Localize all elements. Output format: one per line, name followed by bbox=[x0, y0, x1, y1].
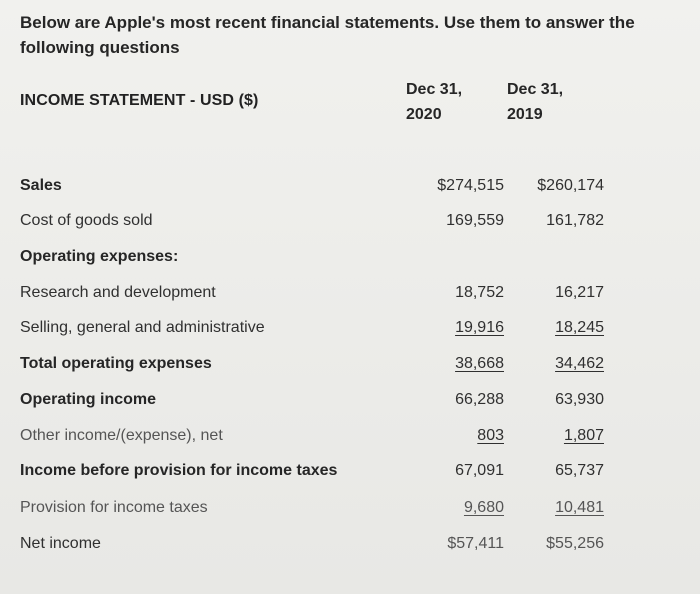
row-label: Income before provision for income taxes bbox=[20, 462, 338, 479]
row-operating-expenses-heading bbox=[0, 248, 700, 276]
row-cost-of-goods-sold bbox=[0, 212, 700, 240]
value-2020: $274,515 bbox=[437, 177, 504, 194]
value-2019: 63,930 bbox=[555, 391, 604, 408]
row-other-income bbox=[0, 427, 700, 455]
value-2019: 161,782 bbox=[546, 212, 604, 229]
instruction-text: Below are Apple's most recent financial statements. Use them to answer the following questions bbox=[20, 13, 635, 57]
value-2020: 38,668 bbox=[455, 355, 504, 372]
row-label: Selling, general and administrative bbox=[20, 319, 265, 336]
value-2019: 10,481 bbox=[555, 499, 604, 516]
row-operating-income bbox=[0, 391, 700, 419]
value-2019: 65,737 bbox=[555, 462, 604, 479]
row-selling-general-administrative bbox=[0, 319, 700, 347]
value-2020: 18,752 bbox=[455, 284, 504, 301]
row-research-and-development bbox=[0, 284, 700, 312]
value-2020: 169,559 bbox=[446, 212, 504, 229]
row-total-operating-expenses bbox=[0, 355, 700, 383]
column-header-2019-year: 2019 bbox=[507, 106, 543, 123]
row-label: Other income/(expense), net bbox=[20, 427, 223, 444]
statement-title: INCOME STATEMENT - USD ($) bbox=[20, 92, 259, 109]
row-label: Research and development bbox=[20, 284, 216, 301]
row-label: Cost of goods sold bbox=[20, 212, 153, 229]
value-2020: 9,680 bbox=[463, 499, 504, 516]
row-label: Operating expenses: bbox=[20, 248, 179, 265]
column-header-2020-year: 2020 bbox=[406, 106, 442, 123]
value-2019: 16,217 bbox=[555, 284, 604, 301]
value-2019: $55,256 bbox=[546, 535, 604, 552]
row-label: Total operating expenses bbox=[20, 355, 212, 372]
value-2019: 18,245 bbox=[555, 319, 604, 336]
value-2020: 803 bbox=[477, 427, 504, 444]
value-2020: $57,411 bbox=[447, 535, 504, 552]
row-label: Sales bbox=[20, 177, 62, 194]
row-provision-for-taxes bbox=[0, 499, 700, 527]
value-2020: 67,091 bbox=[455, 462, 504, 479]
row-income-before-taxes bbox=[0, 462, 700, 490]
column-header-2020 bbox=[406, 77, 462, 127]
row-label: Net income bbox=[20, 535, 101, 552]
value-2019: 1,807 bbox=[563, 427, 604, 444]
value-2019: 34,462 bbox=[555, 355, 604, 372]
value-2019: $260,174 bbox=[537, 177, 604, 194]
column-header-2020-date: Dec 31, bbox=[406, 81, 463, 98]
column-header-2019 bbox=[507, 77, 563, 127]
row-net-income bbox=[0, 535, 700, 563]
value-2020: 19,916 bbox=[455, 319, 504, 336]
row-label: Provision for income taxes bbox=[20, 499, 208, 516]
row-sales bbox=[0, 177, 700, 205]
value-2020: 66,288 bbox=[455, 391, 504, 408]
column-header-2019-date: Dec 31, bbox=[507, 81, 564, 98]
row-label: Operating income bbox=[20, 391, 157, 408]
